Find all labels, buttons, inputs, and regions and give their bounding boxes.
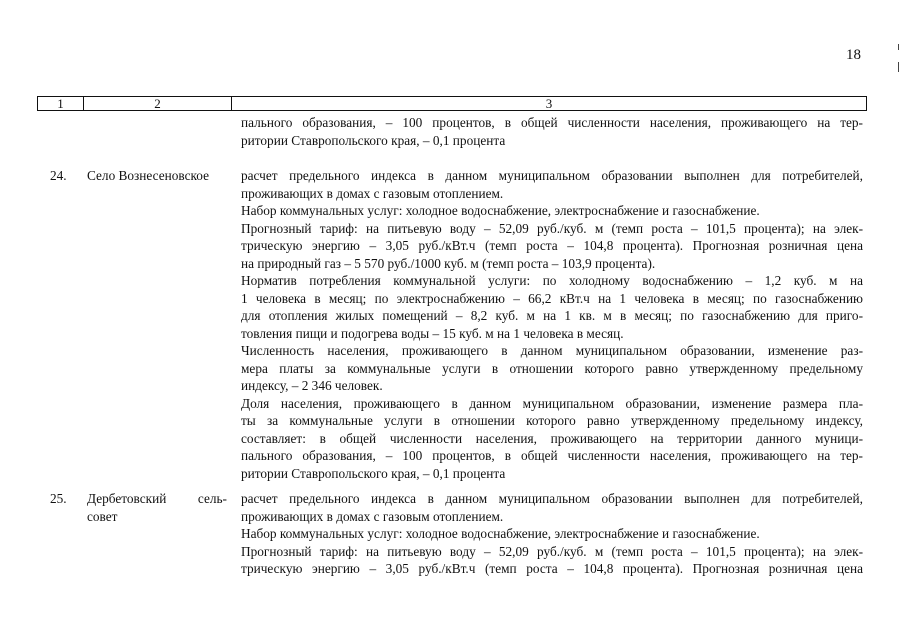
text-line: пального образования, – 100 процентов, в общей численности населения, проживающего на тер-	[241, 115, 863, 130]
text-line: мера платы за коммунальные услуги в отношении которого равно утвержденному предельному	[241, 360, 863, 376]
row-25-paragraph-3	[241, 543, 863, 578]
table-header-row	[37, 96, 867, 111]
row-24-paragraph-1	[241, 167, 863, 202]
text-line: расчет предельного индекса в данном муниципальном образовании выполнен для потребителей,	[241, 168, 863, 183]
row-name	[87, 167, 227, 185]
text-line: Прогнозный тариф: на питьевую воду – 52,09 руб./куб. м (темп роста – 101,5 процента); на элек-	[241, 543, 863, 559]
text-line: Прогнозный тариф: на питьевую воду – 52,09 руб./куб. м (темп роста – 101,5 процента); на элек-	[241, 220, 863, 236]
text-line: на природный газ – 5 570 руб./1000 куб. м (темп роста – 103,9 процента).	[241, 255, 656, 271]
text-line: составляет: в общей численности населения, проживающего на территории данного муници-	[241, 430, 863, 446]
row-25-paragraph-2	[241, 525, 863, 543]
row-name-line: совет	[87, 508, 118, 524]
row-number: 25.	[50, 491, 67, 506]
row-24-paragraph-2	[241, 202, 863, 220]
text-line: товления пищи и подогрева воды – 15 куб. м на 1 человека в месяц.	[241, 325, 624, 341]
text-line: 1 человека в месяц; по электроснабжению – 66,2 кВт.ч на 1 человека в месяц; по газоснабжению	[241, 290, 863, 306]
row-24-paragraph-5	[241, 342, 863, 395]
text-line: ты за коммунальные услуги в отношении которого равно утвержденному предельному индексу,	[241, 413, 863, 428]
text-line: ритории Ставропольского края, – 0,1 процента	[241, 132, 506, 148]
text-line: ритории Ставропольского края, – 0,1 процента	[241, 465, 506, 481]
text-line: Набор коммунальных услуг: холодное водоснабжение, электроснабжение и газоснабжение.	[241, 526, 760, 541]
row-24-paragraph-6	[241, 395, 863, 483]
table-header-col-3: 3	[545, 96, 553, 111]
text-line: Норматив потребления коммунальной услуги: по холодному водоснабжению – 1,2 куб. м на	[241, 273, 863, 288]
text-line: проживающих в домах с газовым отоплением.	[241, 508, 504, 524]
table-header-col-1: 1	[38, 97, 84, 110]
text-line: трическую энергию – 3,05 руб./кВт.ч (темп роста – 104,8 процента). Прогнозная розничная цена	[241, 238, 863, 253]
continuation-paragraph	[241, 114, 863, 149]
text-line: трическую энергию – 3,05 руб./кВт.ч (темп роста – 104,8 процента). Прогнозная розничная цена	[241, 561, 863, 576]
text-line: для отопления жилых помещений – 8,2 куб. м на 1 кв. м в месяц; по газоснабжению для приго-	[241, 308, 863, 323]
text-line: индексу, – 2 346 человек.	[241, 378, 383, 393]
text-line: расчет предельного индекса в данном муниципальном образовании выполнен для потребителей,	[241, 491, 863, 506]
row-number: 24.	[50, 168, 67, 183]
row-24-paragraph-4	[241, 272, 863, 342]
row-name-line: Село Вознесеновское	[87, 168, 209, 183]
scan-edge-marks	[898, 40, 901, 80]
text-line: проживающих в домах с газовым отоплением.	[241, 185, 504, 201]
row-name-line: Дербетовский сель-	[87, 491, 227, 506]
text-line: Доля населения, проживающего в данном муниципальном образовании, изменение размера пла-	[241, 395, 863, 411]
row-25-paragraph-1	[241, 490, 863, 525]
text-line: Численность населения, проживающего в данном муниципальном образовании, изменение раз-	[241, 343, 863, 358]
text-line: Набор коммунальных услуг: холодное водоснабжение, электроснабжение и газоснабжение.	[241, 203, 760, 218]
text-line: пального образования, – 100 процентов, в общей численности населения, проживающего на тер-	[241, 448, 863, 463]
row-name	[87, 490, 227, 525]
row-24-paragraph-3	[241, 220, 863, 273]
page-number: 18	[846, 47, 861, 63]
table-header-col-2: 2	[84, 97, 232, 110]
